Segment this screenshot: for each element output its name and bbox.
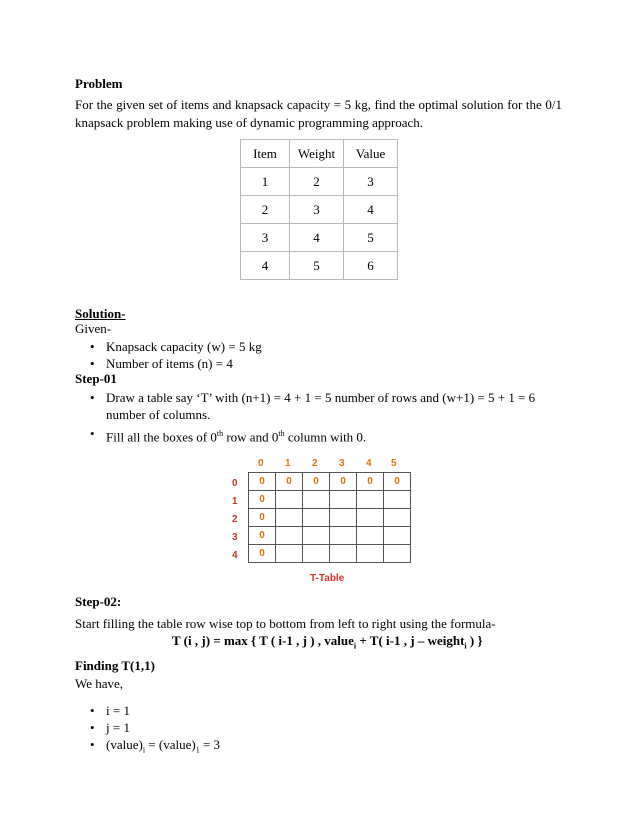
- table-cell: [276, 509, 303, 527]
- table-header: Value: [344, 140, 398, 168]
- list-item: [90, 736, 220, 759]
- table-cell: [276, 491, 303, 509]
- table-cell: [357, 491, 384, 509]
- subscript: 1: [195, 745, 200, 755]
- table-cell: [330, 527, 357, 545]
- we-have-label: We have,: [75, 676, 124, 691]
- t-table-grid: [248, 472, 411, 563]
- table-row: [249, 527, 411, 545]
- table-cell: 0: [249, 491, 276, 509]
- problem-text: For the given set of items and knapsack capacity = 5 kg, find the optimal solution for the 0/1 knapsack problem making use of dynamic programming approach.: [75, 97, 562, 130]
- table-cell: 5: [344, 224, 398, 252]
- given-label: Given-: [75, 321, 112, 336]
- subscript: i: [353, 641, 357, 651]
- table-row: [249, 491, 411, 509]
- table-cell: [357, 545, 384, 563]
- table-cell: 0: [249, 473, 276, 491]
- table-cell: [330, 545, 357, 563]
- table-row: [241, 252, 398, 280]
- table-cell: 0: [384, 473, 411, 491]
- list-item: • i = 1: [90, 702, 220, 719]
- table-cell: 4: [241, 252, 290, 280]
- col-header: 2: [312, 458, 318, 469]
- superscript: th: [216, 429, 224, 438]
- table-cell: 3: [344, 168, 398, 196]
- table-cell: 0: [276, 473, 303, 491]
- table-cell: 1: [241, 168, 290, 196]
- table-row: [249, 509, 411, 527]
- col-header: 4: [366, 458, 372, 469]
- table-cell: 6: [344, 252, 398, 280]
- col-header: 0: [258, 458, 264, 469]
- table-cell: [357, 527, 384, 545]
- finding-list: [90, 702, 220, 759]
- col-header: 3: [339, 458, 345, 469]
- table-cell: 4: [290, 224, 344, 252]
- formula-part: ) }: [466, 633, 483, 648]
- row-header: 3: [232, 532, 238, 543]
- table-cell: 5: [290, 252, 344, 280]
- step1-heading: Step-01: [75, 371, 117, 386]
- table-cell: [384, 527, 411, 545]
- row-header: 4: [232, 550, 238, 561]
- table-cell: [330, 491, 357, 509]
- t-table-caption: T-Table: [310, 573, 345, 584]
- table-cell: 0: [249, 545, 276, 563]
- solution-heading: Solution-: [75, 306, 126, 321]
- table-row: [249, 473, 411, 491]
- problem-heading: Problem: [75, 76, 123, 91]
- table-header-row: [241, 140, 398, 168]
- table-cell: 0: [303, 473, 330, 491]
- table-cell: 0: [249, 527, 276, 545]
- text-part: (value): [106, 737, 143, 752]
- table-row: [241, 196, 398, 224]
- formula: [172, 633, 483, 651]
- table-cell: 2: [290, 168, 344, 196]
- subscript: i: [464, 641, 467, 651]
- col-header: 5: [391, 458, 397, 469]
- table-cell: 3: [241, 224, 290, 252]
- col-header: 1: [285, 458, 291, 469]
- list-item: • Number of items (n) = 4: [90, 355, 262, 372]
- table-cell: [384, 545, 411, 563]
- formula-part: T (i , j) = max { T ( i-1 , j ) , value: [172, 633, 354, 648]
- table-cell: [276, 545, 303, 563]
- table-cell: [384, 509, 411, 527]
- table-row: [249, 545, 411, 563]
- text-part: row and 0: [223, 429, 279, 445]
- table-cell: 0: [249, 509, 276, 527]
- step1-list: [90, 389, 563, 445]
- table-cell: [384, 491, 411, 509]
- table-cell: [303, 509, 330, 527]
- table-cell: 0: [357, 473, 384, 491]
- row-header: 0: [232, 478, 238, 489]
- table-cell: [330, 509, 357, 527]
- table-header: Item: [241, 140, 290, 168]
- text-part: = 3: [199, 737, 221, 752]
- list-item: • Draw a table say ‘T’ with (n+1) = 4 + 1 = 5 number of rows and (w+1) = 5 + 1 = 6 number of columns.: [90, 389, 563, 423]
- table-cell: [303, 545, 330, 563]
- items-table: [240, 139, 398, 280]
- table-cell: [357, 509, 384, 527]
- list-item: • j = 1: [90, 719, 220, 736]
- list-item: [90, 425, 563, 445]
- table-cell: [276, 527, 303, 545]
- table-header: Weight: [290, 140, 344, 168]
- step2-text: Start filling the table row wise top to bottom from left to right using the formula-: [75, 616, 496, 631]
- table-cell: 0: [330, 473, 357, 491]
- table-cell: [303, 491, 330, 509]
- row-header: 1: [232, 496, 238, 507]
- table-cell: [303, 527, 330, 545]
- table-cell: 3: [290, 196, 344, 224]
- subscript: i: [142, 745, 146, 755]
- table-cell: 4: [344, 196, 398, 224]
- superscript: th: [278, 429, 285, 438]
- given-list: [90, 338, 262, 372]
- finding-heading: Finding T(1,1): [75, 658, 155, 673]
- formula-part: + T( i-1 , j – weight: [356, 633, 465, 648]
- row-header: 2: [232, 514, 238, 525]
- table-row: [241, 224, 398, 252]
- table-row: [241, 168, 398, 196]
- text-part: column with 0.: [284, 429, 367, 445]
- text-part: = (value): [145, 737, 196, 752]
- step2-heading: Step-02:: [75, 594, 122, 609]
- table-cell: 2: [241, 196, 290, 224]
- text-part: Fill all the boxes of 0: [106, 429, 217, 445]
- list-item: • Knapsack capacity (w) = 5 kg: [90, 338, 262, 355]
